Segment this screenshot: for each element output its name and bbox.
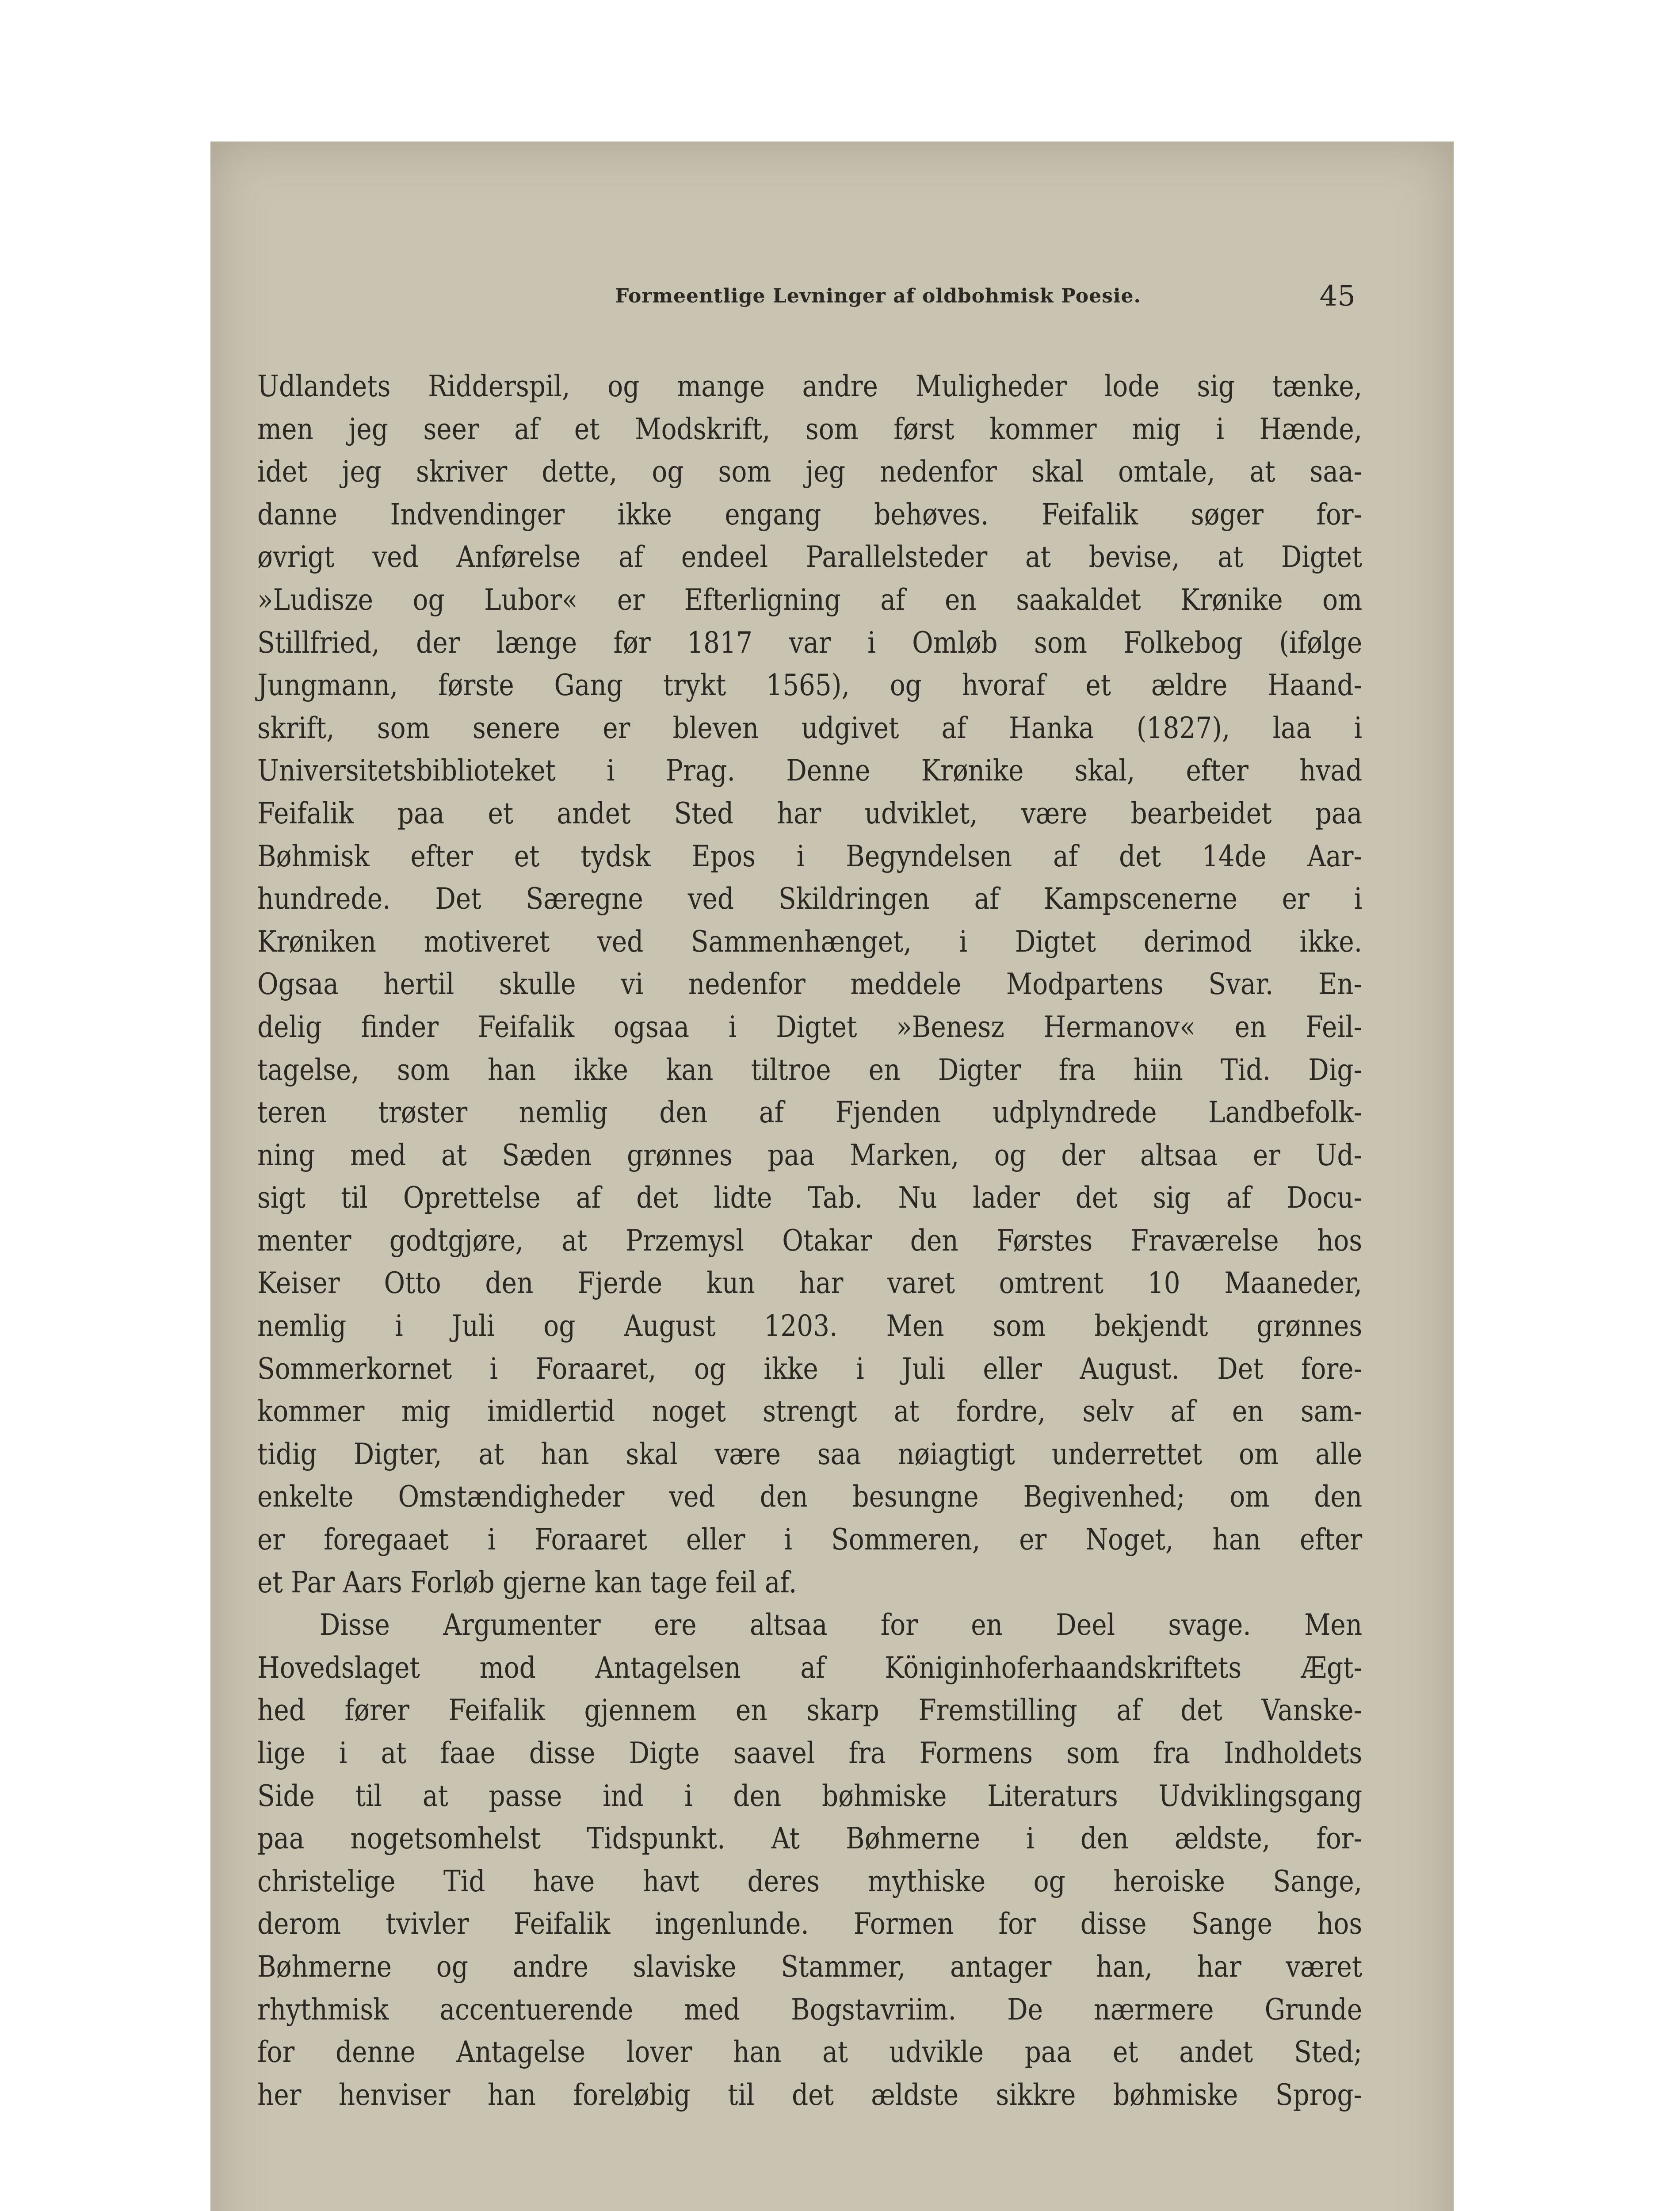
text-line: teren trøster nemlig den af Fjenden udplyndrede Landbefolk-: [257, 1095, 1363, 1130]
text-line: Universitetsbiblioteket i Prag. Denne Krønike skal, efter hvad: [257, 754, 1363, 788]
text-line: Ogsaa hertil skulle vi nedenfor meddele Modpartens Svar. En-: [257, 967, 1363, 1002]
text-line: Side til at passe ind i den bøhmiske Literaturs Udviklingsgang: [257, 1779, 1363, 1813]
text-line: tagelse, som han ikke kan tiltroe en Digter fra hiin Tid. Dig-: [257, 1052, 1363, 1087]
text-line: delig finder Feifalik ogsaa i Digtet »Benesz Hermanov« en Feil-: [257, 1010, 1363, 1044]
text-line: danne Indvendinger ikke engang behøves. Feifalik søger for-: [257, 497, 1363, 532]
text-line: skrift, som senere er bleven udgivet af Hanka (1827), laa i: [257, 711, 1363, 745]
text-line: kommer mig imidlertid noget strengt at fordre, selv af en sam-: [257, 1394, 1363, 1429]
text-line: for denne Antagelse lover han at udvikle paa et andet Sted;: [257, 2035, 1363, 2069]
text-line: er foregaaet i Foraaret eller i Sommeren, er Noget, han efter: [257, 1522, 1363, 1557]
text-line: hundrede. Det Særegne ved Skildringen af Kampscenerne er i: [257, 882, 1363, 916]
text-line: sigt til Oprettelse af det lidte Tab. Nu lader det sig af Docu-: [257, 1181, 1363, 1215]
text-line: paa nogetsomhelst Tidspunkt. At Bøhmerne i den ældste, for-: [257, 1821, 1363, 1856]
text-line: Stillfried, der længe før 1817 var i Omløb som Folkebog (ifølge: [257, 625, 1363, 660]
text-line: lige i at faae disse Digte saavel fra Formens som fra Indholdets: [257, 1736, 1363, 1770]
text-line: Krøniken motiveret ved Sammenhænget, i Digtet derimod ikke.: [257, 924, 1363, 959]
text-line: Feifalik paa et andet Sted har udviklet, være bearbeidet paa: [257, 796, 1363, 830]
text-line: øvrigt ved Anførelse af endeel Parallelsteder at bevise, at Digtet: [257, 540, 1363, 574]
text-line: Hovedslaget mod Antagelsen af Königinhoferhaandskriftets Ægt-: [257, 1650, 1363, 1685]
text-line: Jungmann, første Gang trykt 1565), og hvoraf et ældre Haand-: [257, 668, 1363, 703]
text-line: Bøhmerne og andre slaviske Stammer, antager han, har været: [257, 1949, 1363, 1984]
text-line: her henviser han foreløbig til det ældste sikkre bøhmiske Sprog-: [257, 2077, 1363, 2112]
body-text: [257, 365, 1362, 2116]
text-line: enkelte Omstændigheder ved den besungne Begivenhed; om den: [257, 1480, 1363, 1514]
text-line: »Ludisze og Lubor« er Efterligning af en saakaldet Krønike om: [257, 582, 1363, 617]
text-line: tidig Digter, at han skal være saa nøiagtigt underrettet om alle: [257, 1437, 1363, 1471]
text-line: derom tvivler Feifalik ingenlunde. Formen for disse Sange hos: [257, 1907, 1363, 1941]
scanned-page: [210, 142, 1454, 2211]
text-line: Bøhmisk efter et tydsk Epos i Begyndelsen af det 14de Aar-: [257, 839, 1363, 873]
paragraph-end-line: et Par Aars Forløb gjerne kan tage feil af.: [257, 1565, 797, 1599]
text-line: Sommerkornet i Foraaret, og ikke i Juli eller August. Det fore-: [257, 1351, 1363, 1386]
text-line: nemlig i Juli og August 1203. Men som bekjendt grønnes: [257, 1309, 1363, 1343]
text-line: christelige Tid have havt deres mythiske og heroiske Sange,: [257, 1864, 1363, 1898]
text-line: idet jeg skriver dette, og som jeg nedenfor skal omtale, at saa-: [257, 455, 1363, 489]
text-line: rhythmisk accentuerende med Bogstavriim. De nærmere Grunde: [257, 1992, 1363, 2027]
page-number: 45: [1319, 280, 1355, 313]
text-line: hed fører Feifalik gjennem en skarp Fremstilling af det Vanske-: [257, 1693, 1363, 1728]
running-head: Formeentlige Levninger af oldbohmisk Poesie.: [615, 285, 1141, 307]
paragraph-start-line: Disse Argumenter ere altsaa for en Deel svage. Men: [319, 1608, 1363, 1642]
text-line: menter godtgjøre, at Przemysl Otakar den Førstes Fraværelse hos: [257, 1223, 1363, 1258]
text-line: Udlandets Ridderspil, og mange andre Muligheder lode sig tænke,: [257, 369, 1363, 403]
text-line: men jeg seer af et Modskrift, som først kommer mig i Hænde,: [257, 412, 1363, 446]
text-line: ning med at Sæden grønnes paa Marken, og der altsaa er Ud-: [257, 1138, 1363, 1172]
text-line: Keiser Otto den Fjerde kun har varet omtrent 10 Maaneder,: [257, 1266, 1363, 1301]
